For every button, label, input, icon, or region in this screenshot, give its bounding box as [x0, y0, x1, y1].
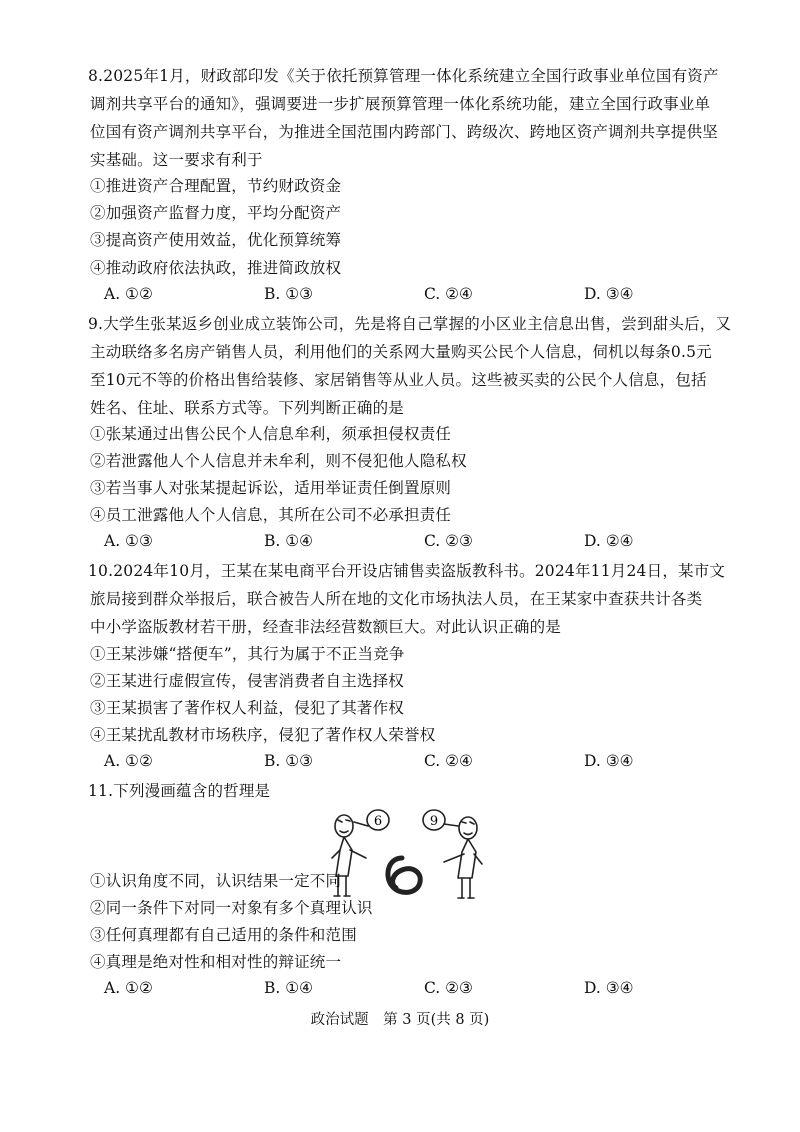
- q9-stem-line-2: 主动联络多名房产销售人员，利用他们的关系网大量购买公民个人信息，伺机以每条0.5元: [90, 343, 712, 361]
- q10-stem-line-3: 中小学盗版教材若干册，经查非法经营数额巨大。对此认识正确的是: [90, 618, 562, 636]
- q10-item-4: ④王某扰乱教材市场秩序，侵犯了著作权人荣誉权: [90, 726, 436, 744]
- q8-choice-c[interactable]: C. ②④: [424, 285, 473, 303]
- right-person-head: [459, 817, 477, 839]
- q9-item-1: ①张某通过出售公民个人信息牟利，须承担侵权责任: [90, 425, 452, 443]
- q11-item-4: ④真理是绝对性和相对性的辩证统一: [90, 953, 342, 971]
- q9-item-3: ③若当事人对张某提起诉讼，适用举证责任倒置原则: [90, 479, 452, 497]
- q10-choice-c[interactable]: C. ②④: [424, 752, 473, 770]
- q8-item-1: ①推进资产合理配置，节约财政资金: [90, 177, 342, 195]
- q8-item-3: ③提高资产使用效益，优化预算统筹: [90, 231, 342, 249]
- q8-choice-a[interactable]: A. ①②: [104, 285, 153, 303]
- q10-choice-a[interactable]: A. ①②: [104, 752, 153, 770]
- q11-item-3: ③任何真理都有自己适用的条件和范围: [90, 926, 357, 944]
- q8-stem-line-2: 调剂共享平台的通知》，强调要进一步扩展预算管理一体化系统功能，建立全国行政事业单: [90, 95, 711, 113]
- q8-stem-line-4: 实基础。这一要求有利于: [90, 151, 263, 169]
- q11-choice-d[interactable]: D. ③④: [584, 979, 634, 997]
- q10-stem-line-2: 旅局接到群众举报后，联合被告人所在地的文化市场执法人员，在王某家中查获共计各类: [90, 590, 703, 608]
- q9-item-4: ④员工泄露他人个人信息，其所在公司不必承担责任: [90, 506, 452, 524]
- q9-choice-d[interactable]: D. ②④: [584, 532, 634, 550]
- left-bubble-digit: 6: [373, 814, 383, 829]
- q11-choice-a[interactable]: A. ①②: [104, 979, 153, 997]
- q8-choice-d[interactable]: D. ③④: [584, 285, 634, 303]
- q11-item-2: ②同一条件下对同一对象有多个真理认识: [90, 899, 373, 917]
- q10-item-3: ③王某损害了著作权人利益，侵犯了其著作权: [90, 699, 405, 717]
- right-person-body: [458, 839, 476, 878]
- q9-stem-line-4: 姓名、住址、联系方式等。下列判断正确的是: [90, 399, 405, 417]
- q11-choice-b[interactable]: B. ①④: [264, 979, 314, 997]
- q11-choice-c[interactable]: C. ②③: [424, 979, 473, 997]
- q8-stem-line-3: 位国有资产调剂共享平台，为推进全国范围内跨部门、跨级次、跨地区资产调剂共享提供坚: [90, 123, 719, 141]
- page-footer: 政治试题 第 3 页(共 8 页): [310, 1012, 490, 1028]
- q10-choice-b[interactable]: B. ①③: [264, 752, 314, 770]
- right-bubble-digit: 9: [429, 814, 439, 829]
- q10-item-2: ②王某进行虚假宣传，侵害消费者自主选择权: [90, 672, 405, 690]
- q8-stem-line-1: 8.2025年1月，财政部印发《关于依托预算管理一体化系统建立全国行政事业单位国有资产: [88, 67, 719, 85]
- q9-stem-line-1: 9.大学生张某返乡创业成立装饰公司，先是将自己掌握的小区业主信息出售，尝到甜头后，又: [88, 315, 732, 333]
- q8-item-4: ④推动政府依法执政，推进简政放权: [90, 259, 342, 277]
- q8-choice-b[interactable]: B. ①③: [264, 285, 314, 303]
- q11-item-1: ①认识角度不同，认识结果一定不同: [90, 872, 342, 890]
- q9-choice-b[interactable]: B. ①④: [264, 532, 314, 550]
- q9-choice-c[interactable]: C. ②③: [424, 532, 473, 550]
- cartoon-illustration: [322, 806, 490, 902]
- q11-stem: 11.下列漫画蕴含的哲理是: [88, 782, 271, 800]
- q8-item-2: ②加强资产监督力度，平均分配资产: [90, 204, 342, 222]
- q10-stem-line-1: 10.2024年10月，王某在某电商平台开设店铺售卖盗版教科书。2024年11月24日，某市文: [88, 562, 726, 580]
- floor-digit-shape: [388, 858, 420, 892]
- q9-choice-a[interactable]: A. ①③: [104, 532, 153, 550]
- q9-item-2: ②若泄露他人个人信息并未牟利，则不侵犯他人隐私权: [90, 452, 467, 470]
- q9-stem-line-3: 至10元不等的价格出售给装修、家居销售等从业人员。这些被买卖的公民个人信息，包括: [90, 371, 707, 389]
- left-person-head: [335, 815, 353, 837]
- q10-choice-d[interactable]: D. ③④: [584, 752, 634, 770]
- q10-item-1: ①王某涉嫌“搭便车”，其行为属于不正当竞争: [90, 645, 405, 663]
